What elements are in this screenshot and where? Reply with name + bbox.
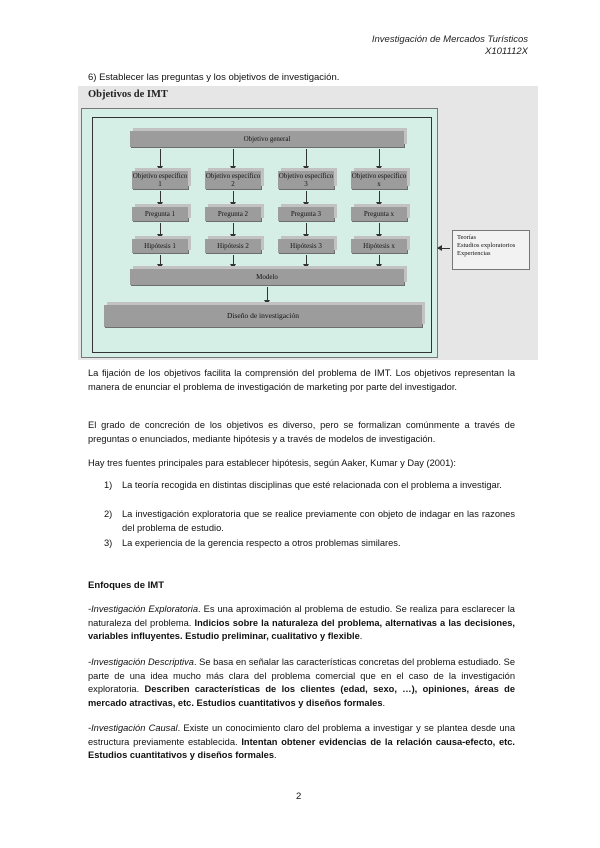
- list-item: [104, 479, 515, 493]
- theory-arrow: [438, 248, 450, 249]
- arrow: [379, 149, 380, 169]
- arrow: [233, 223, 234, 237]
- list-item: [104, 537, 515, 551]
- diagram-panel: [81, 108, 438, 358]
- specific-objective-1: Objetivo específico 1: [132, 172, 188, 188]
- arrow: [160, 191, 161, 205]
- causal-bold: Intentan obtener evidencias de la relación causa-efecto, etc. Estudios cuantitativos y diseños formales: [88, 736, 515, 760]
- paragraph-exploratory: [88, 603, 515, 644]
- list-number: 2): [104, 509, 113, 519]
- arrow: [267, 287, 268, 303]
- hypothesis-3: Hipótesis 3: [278, 239, 334, 253]
- objectives-figure: [78, 86, 538, 360]
- header-course-code: X101112X: [485, 46, 528, 57]
- arrow: [379, 255, 380, 267]
- term-descriptive: -Investigación Descriptiva: [88, 657, 194, 667]
- header-course-title: Investigación de Mercados Turísticos: [371, 34, 528, 45]
- paragraph-descriptive: [88, 656, 515, 710]
- question-1: Pregunta 1: [132, 207, 188, 221]
- question-2: Pregunta 2: [205, 207, 261, 221]
- section-6-heading: 6) Establecer las preguntas y los objetivos de investigación.: [88, 72, 340, 83]
- arrow: [160, 149, 161, 169]
- model-block: Modelo: [130, 269, 404, 285]
- question-3: Pregunta 3: [278, 207, 334, 221]
- list-number: 3): [104, 538, 113, 548]
- exploratory-text: . Es una aproximación al problema de estudio. Se realiza para esclarecer la naturaleza del problema.: [88, 604, 515, 628]
- list-text: La experiencia de la gerencia respecto a otros problemas similares.: [122, 538, 401, 548]
- arrow: [306, 191, 307, 205]
- theory-sources-box: [452, 230, 530, 270]
- hypothesis-1: Hipótesis 1: [132, 239, 188, 253]
- list-number: 1): [104, 480, 113, 490]
- specific-objective-x: Objetivo específico x: [351, 172, 407, 188]
- arrow: [306, 149, 307, 169]
- arrow: [306, 223, 307, 237]
- theory-experience: Experiencias: [457, 250, 491, 257]
- question-x: Pregunta x: [351, 207, 407, 221]
- research-design-block: Diseño de investigación: [104, 305, 422, 327]
- arrow: [306, 255, 307, 267]
- figure-title: Objetivos de IMT: [88, 89, 168, 100]
- arrow: [160, 223, 161, 237]
- exploratory-end: .: [359, 631, 363, 641]
- term-causal: -Investigación Causal: [88, 723, 178, 733]
- theory-title: Teorías: [457, 234, 477, 241]
- arrow: [379, 191, 380, 205]
- list-text: La investigación exploratoria que se realice previamente con objeto de indagar en las razones del problema de estudio.: [122, 509, 515, 533]
- page-header: [372, 34, 528, 58]
- causal-end: .: [274, 750, 277, 760]
- hypothesis-x: Hipótesis x: [351, 239, 407, 253]
- paragraph-hypothesis-sources: Hay tres fuentes principales para establecer hipótesis, según Aaker, Kumar y Day (2001):: [88, 458, 456, 468]
- descriptive-end: .: [382, 697, 386, 708]
- general-objective-block: Objetivo general: [130, 131, 404, 147]
- specific-objective-2: Objetivo específico 2: [205, 172, 261, 188]
- descriptive-text: . Se basa en señalar las características concretas del problema estudiado. Se parte de una idea mucho más clara del problema comercial que en el caso de la investigación exploratoria.: [88, 657, 515, 694]
- exploratory-bold: Indicios sobre la naturaleza del problema, alternativas a las decisiones, variables influyentes. Estudio preliminar, cualitativo y flexible: [88, 617, 515, 641]
- specific-objective-3: Objetivo específico 3: [278, 172, 334, 188]
- paragraph-concretion: El grado de concreción de los objetivos es diverso, pero se formalizan comúnmente a través de preguntas o enunciados, mediante hipótesis y a través de modelos de investigación.: [88, 420, 515, 444]
- arrow: [233, 149, 234, 169]
- list-text: La teoría recogida en distintas disciplinas que esté relacionada con el problema a investigar.: [122, 480, 502, 490]
- list-item: [104, 508, 515, 535]
- arrow: [233, 191, 234, 205]
- arrow: [233, 255, 234, 267]
- paragraph-causal: [88, 722, 515, 763]
- arrow: [160, 255, 161, 267]
- arrow: [379, 223, 380, 237]
- theory-exploratory: Estudios exploratorios: [457, 242, 516, 249]
- paragraph-objectives: La fijación de los objetivos facilita la comprensión del problema de IMT. Los objetivos representan la manera de enunciar el problema de investigación de marketing por parte del investigador.: [88, 368, 515, 392]
- page-number: 2: [296, 791, 302, 802]
- causal-text: . Existe un conocimiento claro del problema a investigar y se plantea desde una estructura previamente establecida.: [88, 723, 515, 747]
- descriptive-bold: Describen características de los clientes (edad, sexo, …), opiniones, áreas de mercado atractivas, etc. Estudios cuantitativos y diseños formales: [88, 684, 516, 708]
- enfoques-heading: Enfoques de IMT: [88, 580, 164, 591]
- term-exploratory: -Investigación Exploratoria: [88, 604, 198, 614]
- hypothesis-2: Hipótesis 2: [205, 239, 261, 253]
